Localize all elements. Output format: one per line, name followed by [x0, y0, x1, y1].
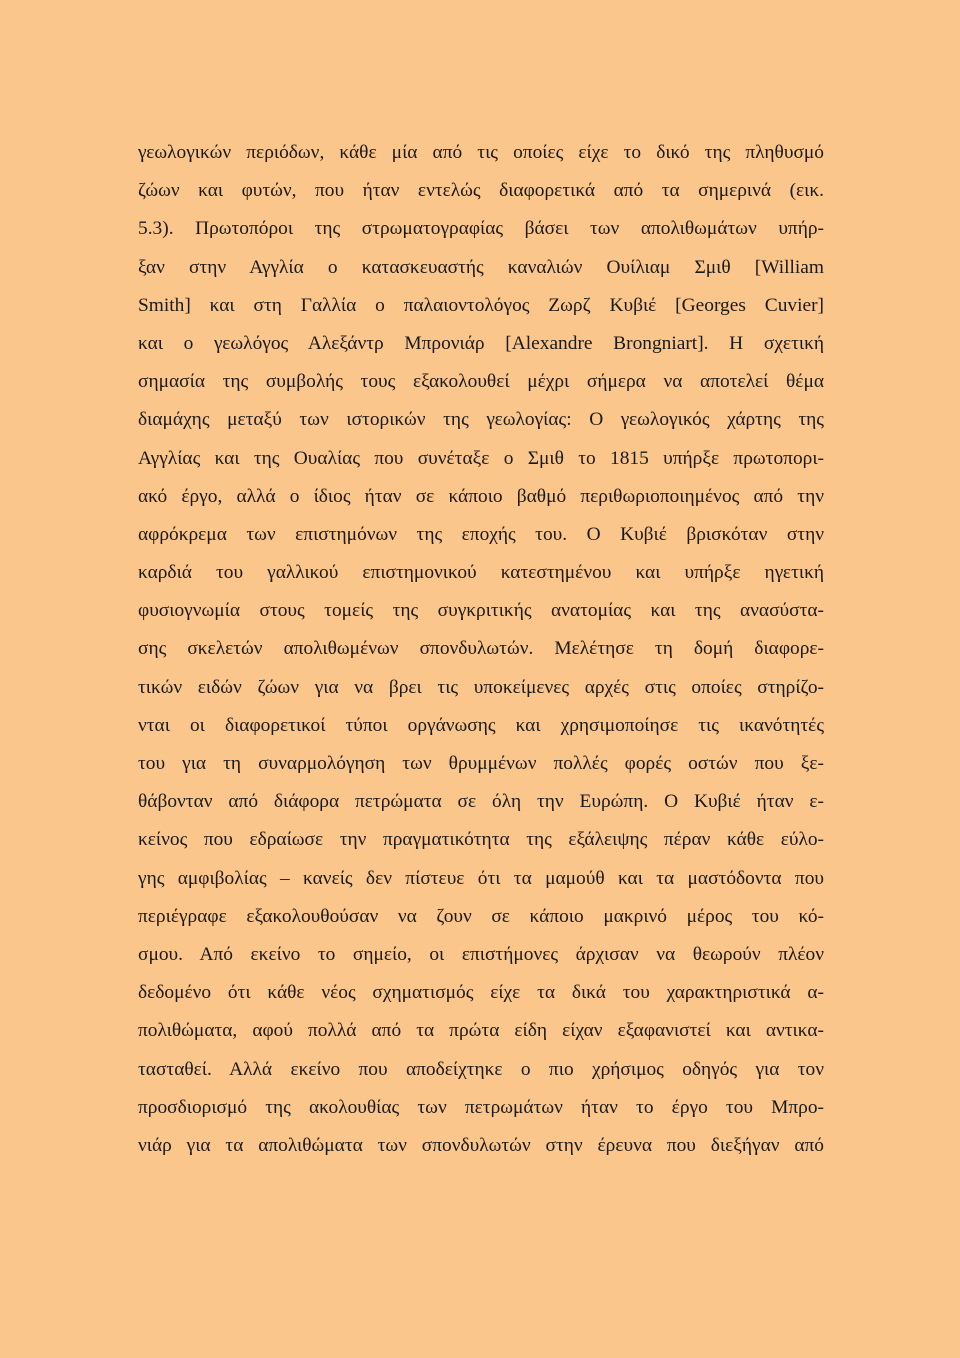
text-line: νται οι διαφορετικοί τύποι οργάνωσης και χρησιμοποίησε τις ικανότητές — [138, 714, 824, 736]
text-line: γης αμφιβολίας – κανείς δεν πίστευε ότι τα μαμούθ και τα μαστόδοντα που — [138, 867, 824, 889]
text-line: προσδιορισμό της ακολουθίας των πετρωμάτων ήταν το έργο του Μπρο- — [138, 1096, 824, 1118]
text-line: 5.3). Πρωτοπόροι της στρωματογραφίας βάσει των απολιθωμάτων υπήρ- — [138, 218, 824, 240]
text-line: τασταθεί. Αλλά εκείνο που αποδείχτηκε ο πιο χρήσιμος οδηγός για τον — [138, 1058, 824, 1080]
text-line: του για τη συναρμολόγηση των θρυμμένων πολλές φορές οστών που ξε- — [138, 753, 824, 774]
text-line: δεδομένο ότι κάθε νέος σχηματισμός είχε τα δικά του χαρακτηριστικά α- — [138, 982, 824, 1004]
text-line: ζώων και φυτών, που ήταν εντελώς διαφορετικά από τα σημερινά (εικ. — [138, 180, 824, 202]
body-text — [138, 134, 824, 1165]
text-line: σμου. Από εκείνο το σημείο, οι επιστήμονες άρχισαν να θεωρούν πλέον — [138, 943, 824, 965]
text-line: φυσιογνωμία στους τομείς της συγκριτικής ανατομίας και της ανασύστα- — [138, 600, 824, 622]
text-line: καρδιά του γαλλικού επιστημονικού κατεστημένου και υπήρξε ηγετική — [138, 562, 824, 584]
text-line: γεωλογικών περιόδων, κάθε μία από τις οποίες είχε το δικό της πληθυσμό — [138, 142, 824, 163]
text-line: κείνος που εδραίωσε την πραγματικότητα της εξάλειψης πέραν κάθε εύλο- — [138, 829, 824, 851]
text-line: αφρόκρεμα των επιστημόνων της εποχής του. Ο Κυβιέ βρισκόταν στην — [138, 523, 824, 545]
text-line: και ο γεωλόγος Αλεξάντρ Μπρονιάρ [Alexandre Brongniart]. Η σχετική — [138, 332, 824, 354]
text-line: σημασία της συμβολής τους εξακολουθεί μέχρι σήμερα να αποτελεί θέμα — [138, 371, 824, 393]
text-line: τικών ειδών ζώων για να βρει τις υποκείμενες αρχές στις οποίες στηρίζο- — [138, 676, 824, 698]
text-line: Smith] και στη Γαλλία ο παλαιοντολόγος Ζωρζ Κυβιέ [Georges Cuvier] — [138, 294, 824, 316]
text-line: ακό έργο, αλλά ο ίδιος ήταν σε κάποιο βαθμό περιθωριοποιημένος από την — [138, 485, 824, 507]
text-line: ξαν στην Αγγλία ο κατασκευαστής καναλιών Ουίλιαμ Σμιθ [William — [138, 256, 824, 278]
text-line: νιάρ για τα απολιθώματα των σπονδυλωτών στην έρευνα που διεξήγαν από — [138, 1134, 824, 1156]
text-line: περιέγραφε εξακολουθούσαν να ζουν σε κάποιο μακρινό μέρος του κό- — [138, 905, 824, 927]
text-line: θάβονταν από διάφορα πετρώματα σε όλη την Ευρώπη. Ο Κυβιέ ήταν ε- — [138, 791, 824, 813]
text-line: πολιθώματα, αφού πολλά από τα πρώτα είδη είχαν εξαφανιστεί και αντικα- — [138, 1020, 824, 1042]
text-line: σης σκελετών απολιθωμένων σπονδυλωτών. Μελέτησε τη δομή διαφορε- — [138, 638, 824, 660]
text-line: Αγγλίας και της Ουαλίας που συνέταξε ο Σμιθ το 1815 υπήρξε πρωτοπορι- — [138, 447, 824, 469]
text-line: διαμάχης μεταξύ των ιστορικών της γεωλογίας: Ο γεωλογικός χάρτης της — [138, 409, 824, 431]
